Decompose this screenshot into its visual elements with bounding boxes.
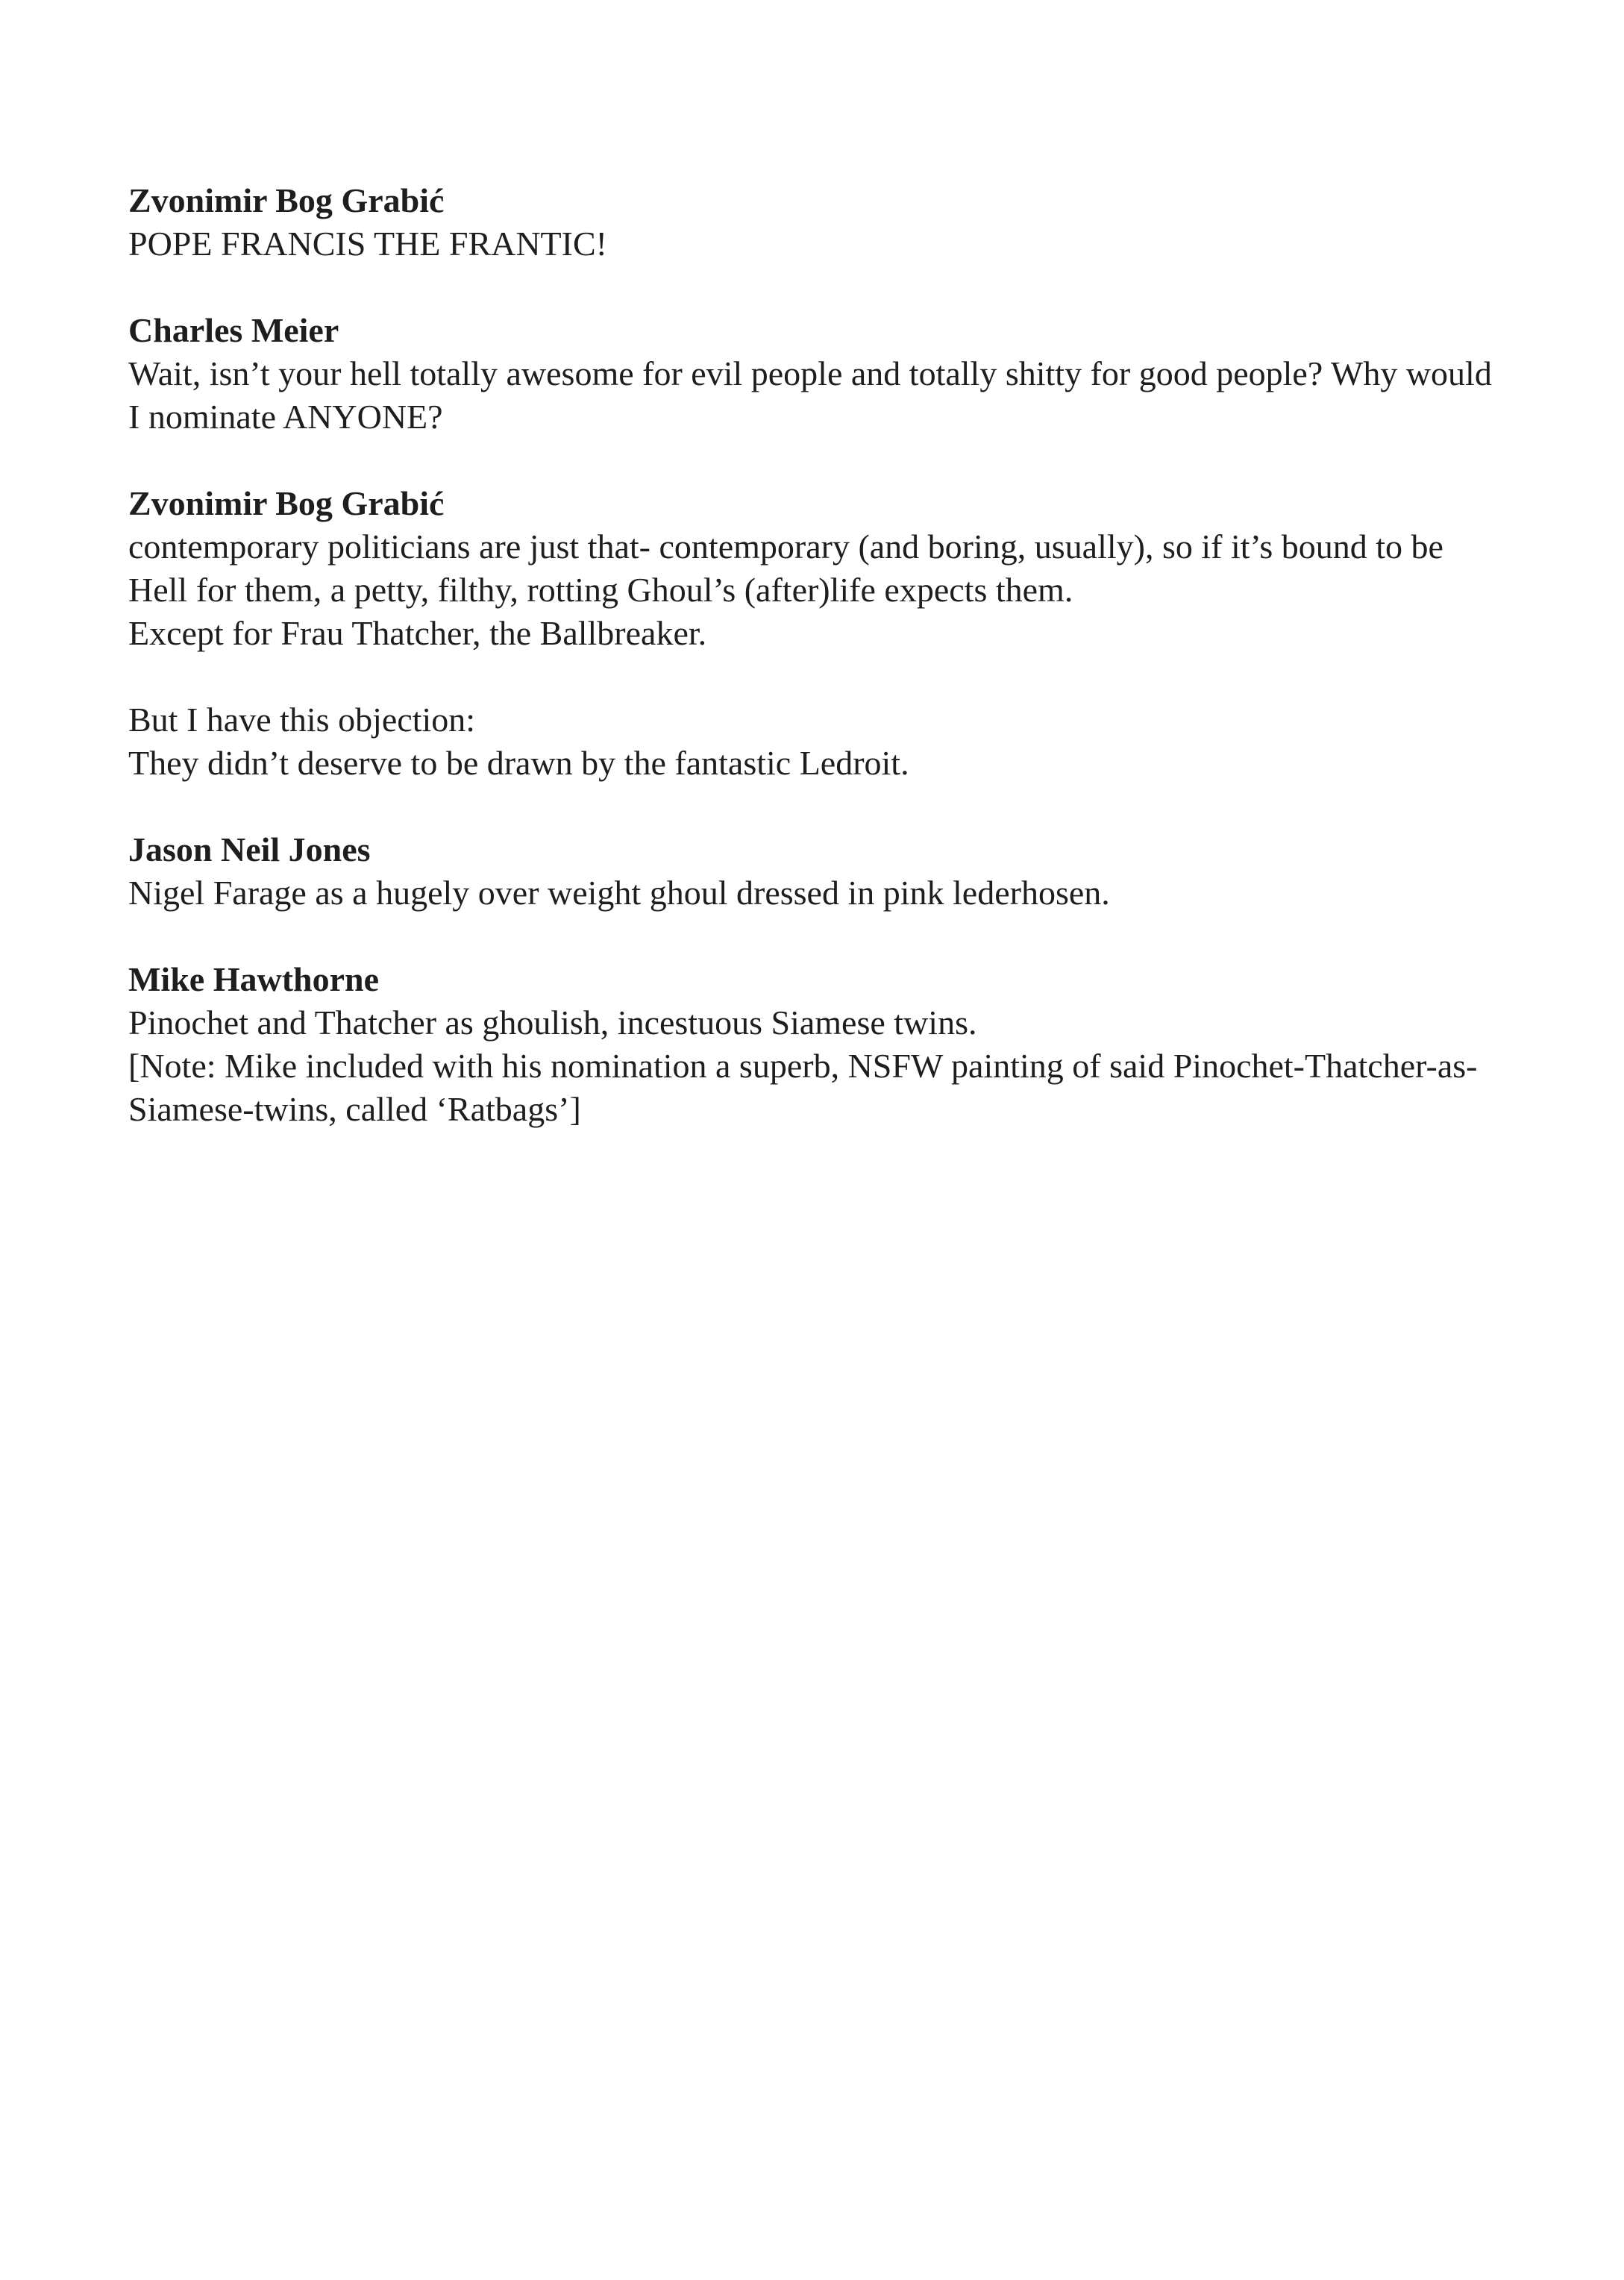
comment-line: But I have this objection: xyxy=(128,701,476,739)
nominations-text xyxy=(128,179,1508,1174)
comment-line: POPE FRANCIS THE FRANTIC! xyxy=(128,225,607,263)
author-name: Zvonimir Bog Grabić xyxy=(128,484,445,522)
comment-line: Except for Frau Thatcher, the Ballbreaker. xyxy=(128,614,707,652)
entry-jason-neil-jones xyxy=(128,828,1508,915)
author-name: Zvonimir Bog Grabić xyxy=(128,181,445,219)
paragraph-gap xyxy=(128,655,1508,698)
author-name: Jason Neil Jones xyxy=(128,830,371,868)
entry-zvonimir-1 xyxy=(128,179,1508,266)
comment-line: They didn’t deserve to be drawn by the fantastic Ledroit. xyxy=(128,744,909,782)
comment-line: contemporary politicians are just that- contemporary (and boring, usually), so if it’s bound to be Hell for them, a petty, filthy, rotting Ghoul’s (after)life expects them. xyxy=(128,527,1443,609)
comment-line: Nigel Farage as a hugely over weight ghoul dressed in pink lederhosen. xyxy=(128,874,1110,912)
comment-line: Pinochet and Thatcher as ghoulish, incestuous Siamese twins. xyxy=(128,1003,977,1042)
entry-charles-meier xyxy=(128,309,1508,439)
comment-line: [Note: Mike included with his nomination a superb, NSFW painting of said Pinochet-Thatcher-as-Siamese-twins, called ‘Ratbags’] xyxy=(128,1047,1478,1128)
author-name: Mike Hawthorne xyxy=(128,960,380,998)
author-name: Charles Meier xyxy=(128,311,339,349)
comment-line: Wait, isn’t your hell totally awesome for evil people and totally shitty for good people? Why would I nominate ANYONE? xyxy=(128,354,1492,436)
entry-zvonimir-2 xyxy=(128,482,1508,785)
entry-mike-hawthorne xyxy=(128,958,1508,1131)
